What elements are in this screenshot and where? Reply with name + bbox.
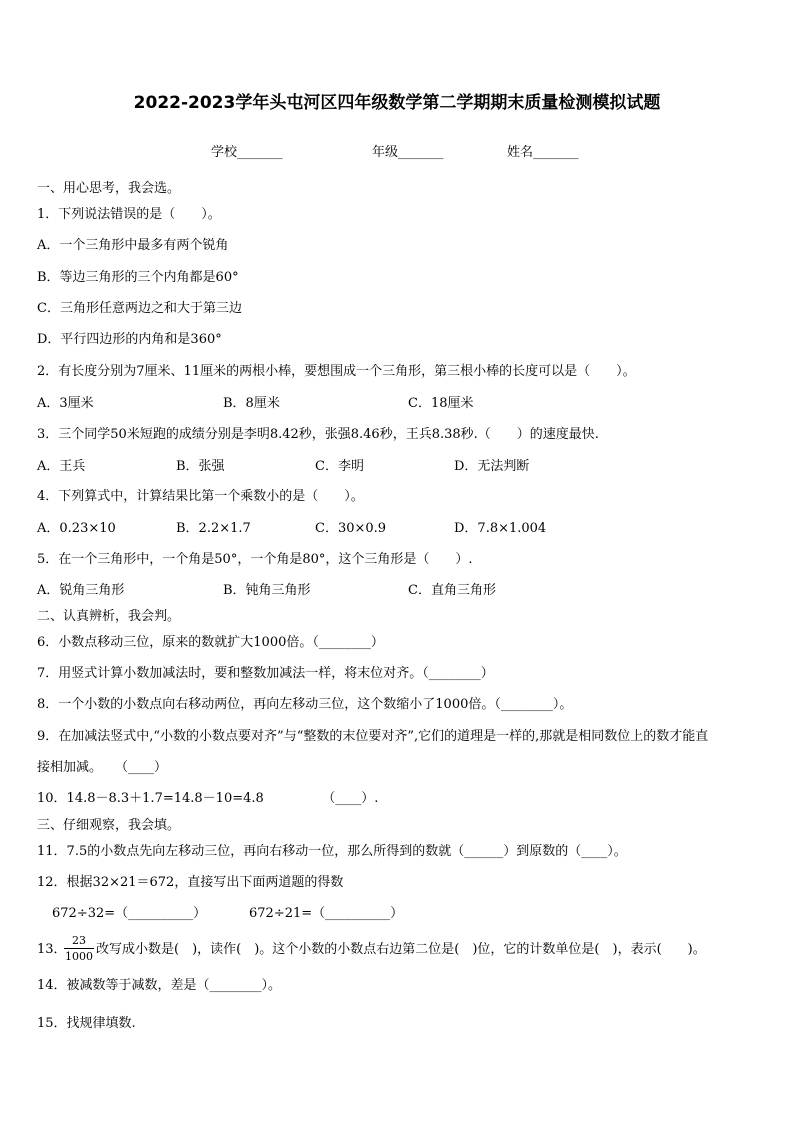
q1-option-b: B．等边三角形的三个内角都是60° [37,270,239,285]
q5-option-b: B．钝角三角形 [223,583,311,598]
q3-option-c: C．李明 [315,459,364,474]
q3-option-d: D．无法判断 [454,459,530,474]
question-9-line-2: 接相加减。 （____） [37,760,168,775]
question-2: 2．有长度分别为7厘米、11厘米的两根小棒，要想围成一个三角形，第三根小棒的长度可以是（ ）。 [37,364,636,379]
q4-option-c: C．30×0.9 [315,521,387,536]
q5-option-a: A．锐角三角形 [37,583,125,598]
question-13-number: 13． [37,942,67,957]
question-5: 5．在一个三角形中，一个角是50°，一个角是80°，这个三角形是（ ）. [37,552,473,567]
q5-option-c: C．直角三角形 [408,583,496,598]
page-title: 2022-2023学年头屯河区四年级数学第二学期期末质量检测模拟试题 [133,93,661,113]
q2-option-a: A．3厘米 [37,396,94,411]
q2-option-c: C．18厘米 [408,396,474,411]
fraction-numerator: 23 [72,934,86,947]
question-4: 4．下列算式中，计算结果比第一个乘数小的是（ ）。 [37,489,364,504]
q4-option-a: A．0.23×10 [37,521,116,536]
q3-option-a: A．王兵 [37,459,86,474]
q1-option-d: D．平行四边形的内角和是360° [37,332,222,347]
question-15: 15．找规律填数. [37,1016,136,1031]
question-7: 7．用竖式计算小数加减法时，要和整数加减法一样，将末位对齐。（________） [37,666,494,681]
question-1: 1．下列说法错误的是（ ）。 [37,207,221,222]
grade-field: 年级_______ [372,145,444,160]
q4-option-b: B．2.2×1.7 [176,521,251,536]
question-12: 12．根据32×21＝672，直接写出下面两道题的得数 [37,875,344,890]
q1-option-c: C．三角形任意两边之和大于第三边 [37,301,242,316]
q12-blank-b: 672÷21=（__________） [249,906,404,921]
name-field: 姓名_______ [507,145,579,160]
question-8: 8．一个小数的小数点向右移动两位，再向左移动三位，这个数缩小了1000倍。（________）。 [37,697,573,712]
fraction-denominator: 1000 [65,950,93,963]
q13-fraction [64,934,94,963]
section-heading-2: 二、认真辨析，我会判。 [37,609,181,624]
question-3: 3．三个同学50米短跑的成绩分别是李明8.42秒，张强8.46秒，王兵8.38秒.（ ）的速度最快. [37,427,599,442]
q4-option-d: D．7.8×1.004 [454,521,547,536]
section-heading-3: 三、仔细观察，我会填。 [37,818,181,833]
q2-option-b: B．8厘米 [223,396,280,411]
question-14: 14．被减数等于减数，差是（________）。 [37,978,282,993]
question-9-line-1: 9．在加减法竖式中,“小数的小数点要对齐”与“整数的末位要对齐”,它们的道理是一样的,那就是相同数位上的数才能直 [37,729,709,744]
school-field: 学校_______ [211,145,283,160]
question-6: 6．小数点移动三位，原来的数就扩大1000倍。（________） [37,635,384,650]
question-13-text: 改写成小数是( )，读作( )。这个小数的小数点右边第二位是( )位，它的计数单位是( )，表示( )。 [96,942,706,957]
question-10: 10．14.8－8.3＋1.7=14.8－10=4.8 （____）. [37,791,379,806]
question-11: 11．7.5的小数点先向左移动三位，再向右移动一位，那么所得到的数就（______）到原数的（____）。 [37,844,627,859]
fraction-bar [64,948,94,949]
q3-option-b: B．张强 [176,459,225,474]
q12-blank-a: 672÷32=（__________） [52,906,207,921]
section-heading-1: 一、用心思考，我会选。 [37,181,181,196]
q1-option-a: A．一个三角形中最多有两个锐角 [37,238,229,253]
